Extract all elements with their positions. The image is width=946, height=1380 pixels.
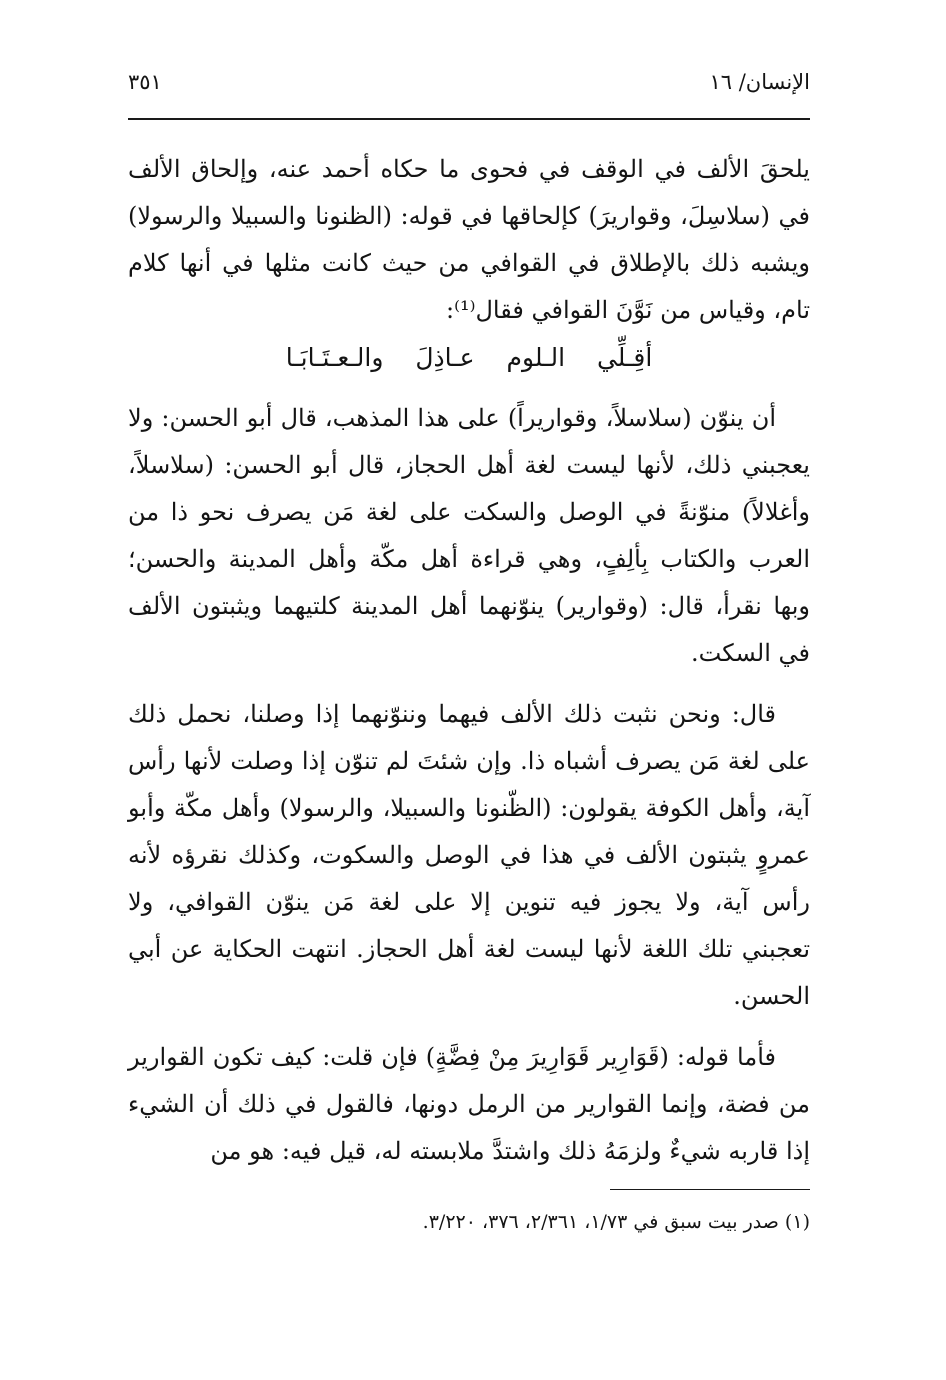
main-text [128, 146, 810, 1175]
verse-line: أقِـلِّي الـلوم عـاذِلَ والـعـتَـابَـا [285, 343, 653, 372]
page-header [128, 62, 810, 102]
book-page [128, 62, 810, 1242]
footnote-divider [610, 1189, 810, 1190]
footnote: (١) صدر بيت سبق في ١/٧٣، ٢/٣٦١، ٣٧٦، ٣/٢٢٠. [422, 1211, 810, 1233]
header-divider [128, 118, 810, 120]
paragraph-2: أن ينوّن (سلاسلاً، وقواريراً) على هذا المذهب، قال أبو الحسن: ولا يعجبني ذلك، لأنها ليست لغة أهل الحجاز، قال أبو الحسن: (سلاسلاً، وأغلالاً) منوّنةً في الوصل والسكت على لغة مَن يصرف نحو ذا من العرب والكتاب بِألِفٍ، وهي قراءة أهل مكّة وأهل المدينة والحسن؛ وبها نقرأ، قال: (وقوارير) ينوّنهما أهل المدينة كلتيهما ويثبتون الألف في السكت. [128, 404, 811, 667]
paragraph-1: يلحقَ الألف في الوقف في فحوى ما حكاه أحمد عنه، وإلحاق الألف في (سلاسِلَ، وقواريرَ) كإلحاقها في قوله: (الظنونا والسبيلا والرسولا) ويشبه ذلك بالإطلاق في القوافي من حيث كانت مثلها في أنها كلام تام، وقياس من نَوَّنَ القوافي فقال⁽¹⁾: [128, 155, 810, 324]
paragraph-4: فأما قوله: (قَوَارِير قَوَارِيرَ مِنْ فِضَّةٍ) فإن قلت: كيف تكون القوارير من فضة، وإنما القوارير من الرمل دونها، فالقول في ذلك أن الشيء إذا قاربه شيءٌ ولزمَهُ ذلك واشتدَّ ملابسته له، قيل فيه: هو من [128, 1043, 810, 1165]
running-title: الإنسان/ ١٦ [709, 70, 810, 94]
paragraph-3: قال: ونحن نثبت ذلك الألف فيهما وننوّنهما إذا وصلنا، نحمل ذلك على لغة مَن يصرف أشباه ذا. وإن شئتَ لم تنوّن إذا وصلت لأنها رأس آية، وأهل الكوفة يقولون: (الظّنونا والسبيلا، والرسولا) وأهل مكّة وأبو عمروٍ يثبتون الألف في هذا في الوصل والسكوت، وكذلك نقرؤه لأنه رأس آية، ولا يجوز فيه تنوين إلا على لغة مَن ينوّن القوافي، ولا تعجبني تلك اللغة لأنها ليست لغة أهل الحجاز. انتهت الحكاية عن أبي الحسن. [128, 700, 810, 1010]
page-number: ٣٥١ [128, 70, 162, 94]
